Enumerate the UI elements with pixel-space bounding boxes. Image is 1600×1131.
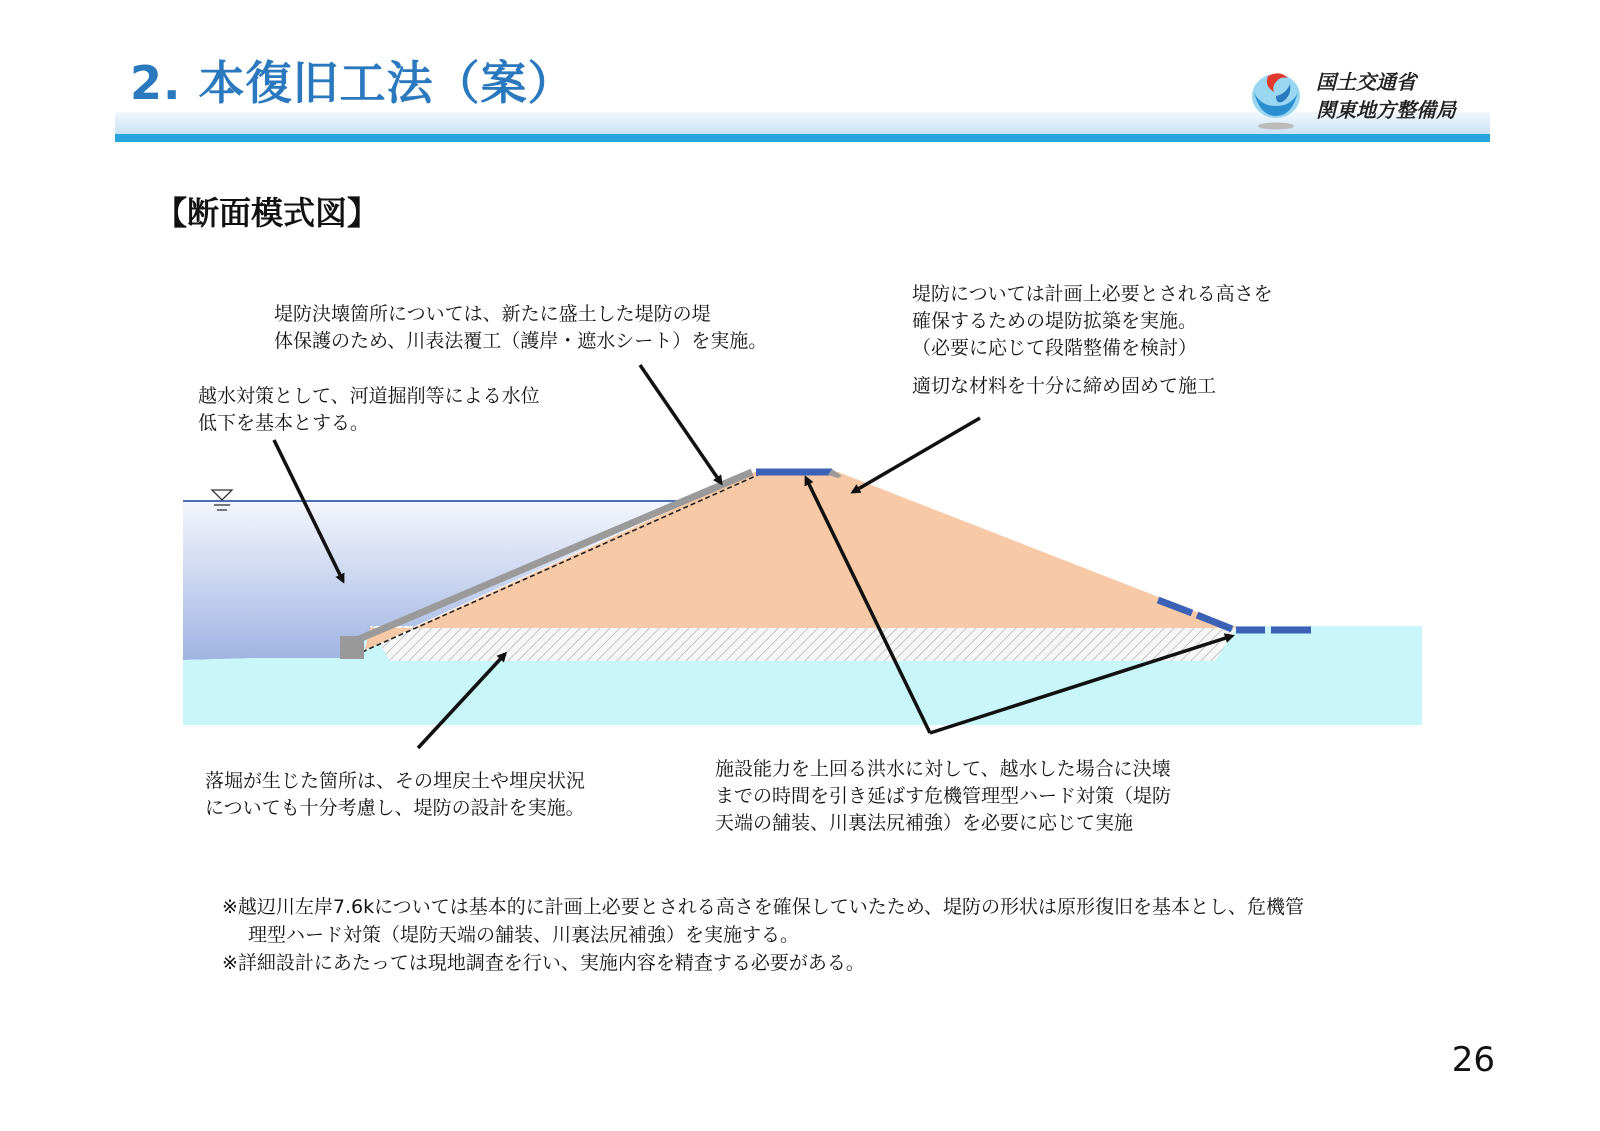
page-title: 2. 本復旧工法（案） (130, 56, 575, 110)
foundation-block (340, 636, 364, 659)
note-widening (912, 281, 1273, 362)
org-line-1: 国土交通省 (1316, 70, 1416, 94)
note-crisis-line-3: 天端の舗装、川裏法尻補強）を必要に応じて実施 (715, 812, 1134, 834)
footnote-2: ※詳細設計にあたっては現地調査を行い、実施内容を精査する必要がある。 (222, 952, 865, 974)
footnote-1-line-1: ※越辺川左岸7.6kについては基本的に計画上必要とされる高さを確保していたため、堤防の形状は原形復旧を基本とし、危機管 (222, 896, 1305, 918)
footnote-1-line-2: 理型ハード対策（堤防天端の舗装、川裏法尻補強）を実施する。 (248, 924, 800, 946)
note-widening-line-3: （必要に応じて段階整備を検討） (912, 337, 1198, 359)
note-scour (205, 768, 585, 822)
org-line-2: 関東地方整備局 (1316, 98, 1456, 122)
section-title: 【断面模式図】 (155, 194, 380, 232)
note-crisis-line-1: 施設能力を上回る洪水に対して、越水した場合に決壊 (715, 758, 1171, 780)
note-revetment (274, 301, 767, 355)
note-widening-line-2: 確保するための堤防拡築を実施。 (912, 310, 1198, 332)
note-crisis-measures (715, 756, 1171, 837)
note-scour-line-1: 落堀が生じた箇所は、その埋戻土や埋戻状況 (205, 770, 586, 792)
note-overflow-line-1: 越水対策として、河道掘削等による水位 (198, 385, 540, 407)
note-revetment-line-2: 体保護のため、川表法覆工（護岸・遮水シート）を実施。 (274, 330, 768, 352)
footnote-1 (222, 893, 1304, 949)
note-compaction: 適切な材料を十分に締め固めて施工 (912, 375, 1217, 397)
note-crisis-line-2: までの時間を引き延ばす危機管理型ハード対策（堤防 (715, 785, 1172, 807)
arrow-widening (853, 418, 980, 492)
note-scour-line-2: についても十分考慮し、堤防の設計を実施。 (205, 797, 585, 819)
note-revetment-line-1: 堤防決壊箇所については、新たに盛土した堤防の堤 (274, 303, 711, 325)
note-overflow (198, 383, 540, 437)
arrow-revetment (640, 365, 721, 483)
backfill-zone (370, 626, 1238, 661)
note-overflow-line-2: 低下を基本とする。 (198, 412, 370, 434)
page-number: 26 (1451, 1040, 1495, 1080)
note-widening-line-1: 堤防については計画上必要とされる高さを (912, 283, 1273, 305)
